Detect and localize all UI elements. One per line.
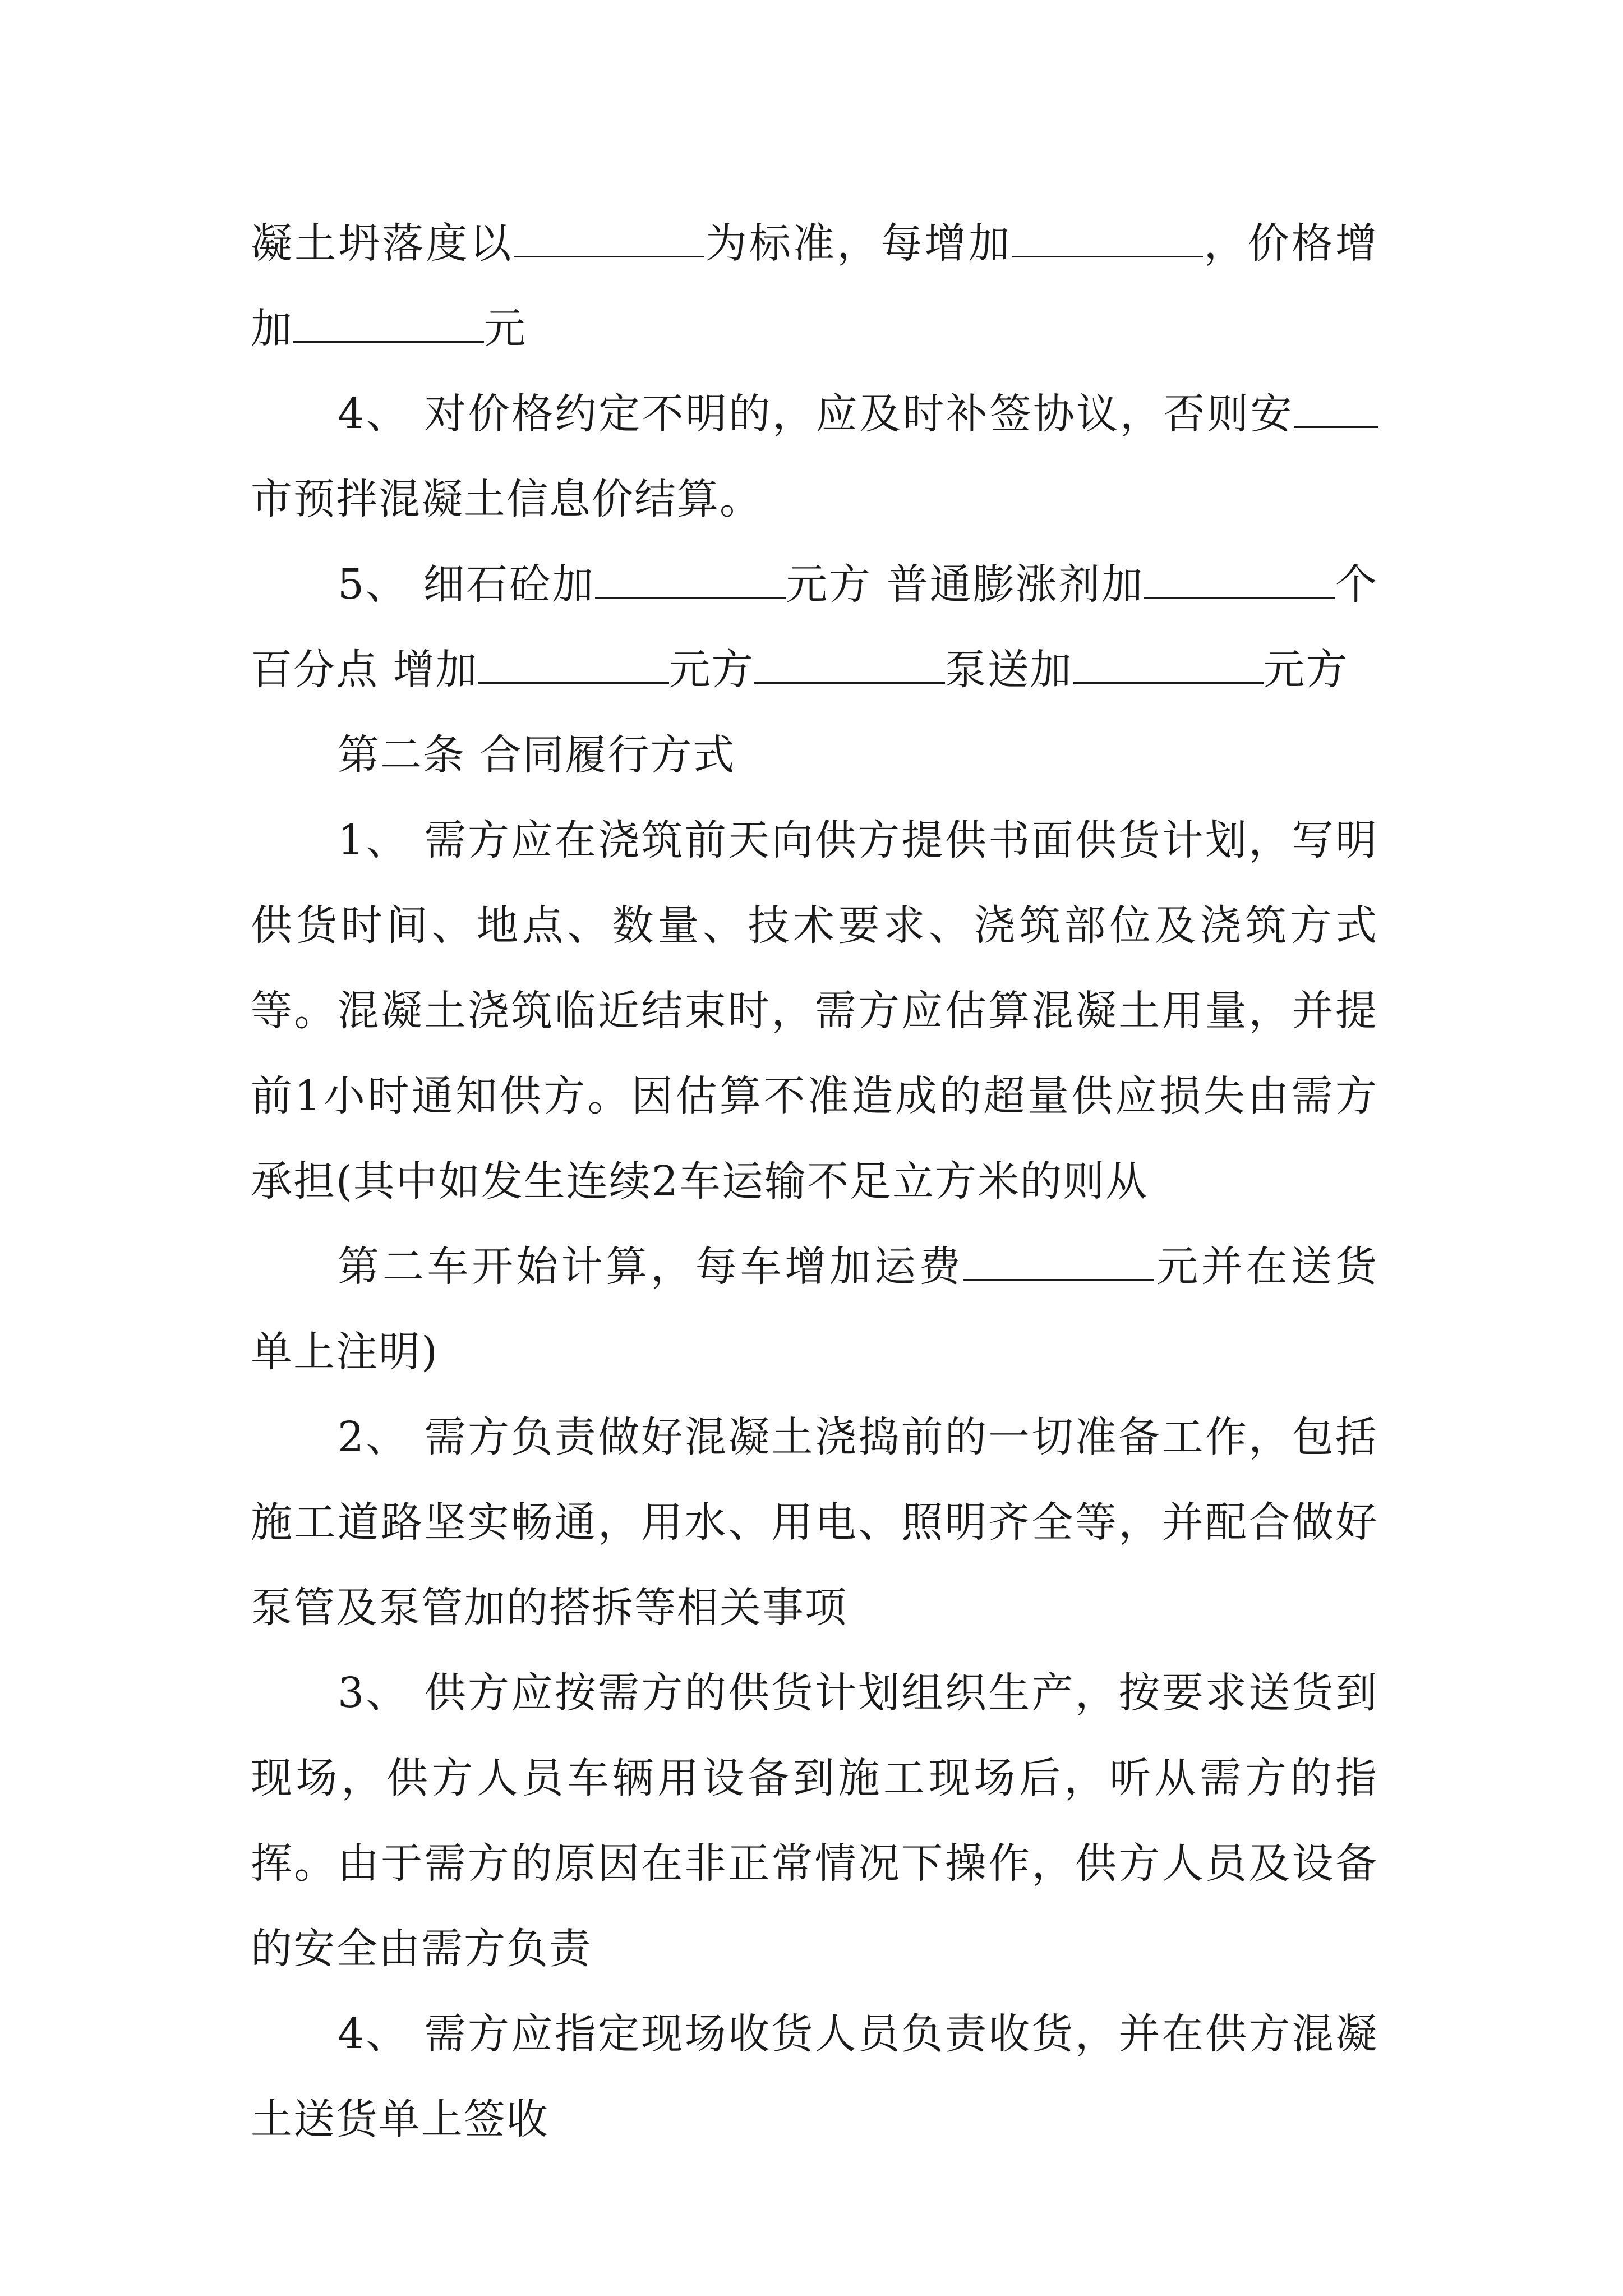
paragraph-item-4-receipt: 4、 需方应指定现场收货人员负责收货，并在供方混凝土送货单上签收 xyxy=(251,2010,1378,2143)
text-segment: 元方 xyxy=(1263,646,1349,694)
text-segment: 个百分点 增加 xyxy=(251,560,1378,694)
text-segment: 第二车开始计算，每车增加运费 xyxy=(338,1243,964,1291)
text-segment: 元方 普通膨涨剂加 xyxy=(785,560,1145,609)
paragraph-item-2-preparation: 2、 需方负责做好混凝土浇捣前的一切准备工作，包括施工道路坚实畅通，用水、用电、照明齐全等，并配合做好泵管及泵管加的搭拆等相关事项 xyxy=(251,1413,1378,1632)
text-segment: 元方 xyxy=(668,646,754,694)
paragraph-item-5-surcharges xyxy=(251,542,1378,712)
fill-blank xyxy=(478,645,669,684)
paragraph-slump-price xyxy=(251,201,1378,371)
text-segment: 市预拌混凝土信息价结算。 xyxy=(251,475,762,523)
text-segment: ，价格增加 xyxy=(251,219,1378,353)
text-segment: 元并在送货单上注明) xyxy=(251,1243,1378,1376)
fill-blank xyxy=(1144,559,1335,599)
text-segment: 元 xyxy=(484,305,527,353)
fill-blank xyxy=(595,559,786,599)
fill-blank xyxy=(1073,645,1264,684)
fill-blank xyxy=(963,1241,1154,1281)
paragraph-item-3-production: 3、 供方应按需方的供货计划组织生产，按要求送货到现场，供方人员车辆用设备到施工现场后，听从需方的指挥。由于需方的原因在非正常情况下操作，供方人员及设备的安全由需方负责 xyxy=(251,1669,1378,1973)
text-segment: 泵送加 xyxy=(944,646,1073,694)
document-body xyxy=(251,201,1378,2162)
text-segment: 5、 细石砼加 xyxy=(338,560,595,609)
paragraph-item-4-price xyxy=(251,371,1378,542)
section-heading: 第二条 合同履行方式 xyxy=(338,731,736,779)
paragraph-item-1-plan: 1、 需方应在浇筑前天向供方提供书面供货计划，写明供货时间、地点、数量、技术要求、浇筑部位及浇筑方式等。混凝土浇筑临近结束时，需方应估算混凝土用量，并提前1小时通知供方。因估算不准造成的超量供应损失由需方承担(其中如发生连续2车运输不足立方米的则从 xyxy=(251,816,1378,1205)
fill-blank xyxy=(514,218,704,257)
fill-blank xyxy=(754,645,945,684)
fill-blank xyxy=(293,303,484,343)
fill-blank xyxy=(1294,389,1378,428)
text-segment: 凝土坍落度以 xyxy=(251,219,514,268)
text-segment: 4、 对价格约定不明的，应及时补签协议，否则安 xyxy=(338,390,1294,438)
text-segment: 为标准，每增加 xyxy=(704,219,1012,268)
fill-blank xyxy=(1012,218,1203,257)
paragraph-freight xyxy=(251,1224,1378,1395)
